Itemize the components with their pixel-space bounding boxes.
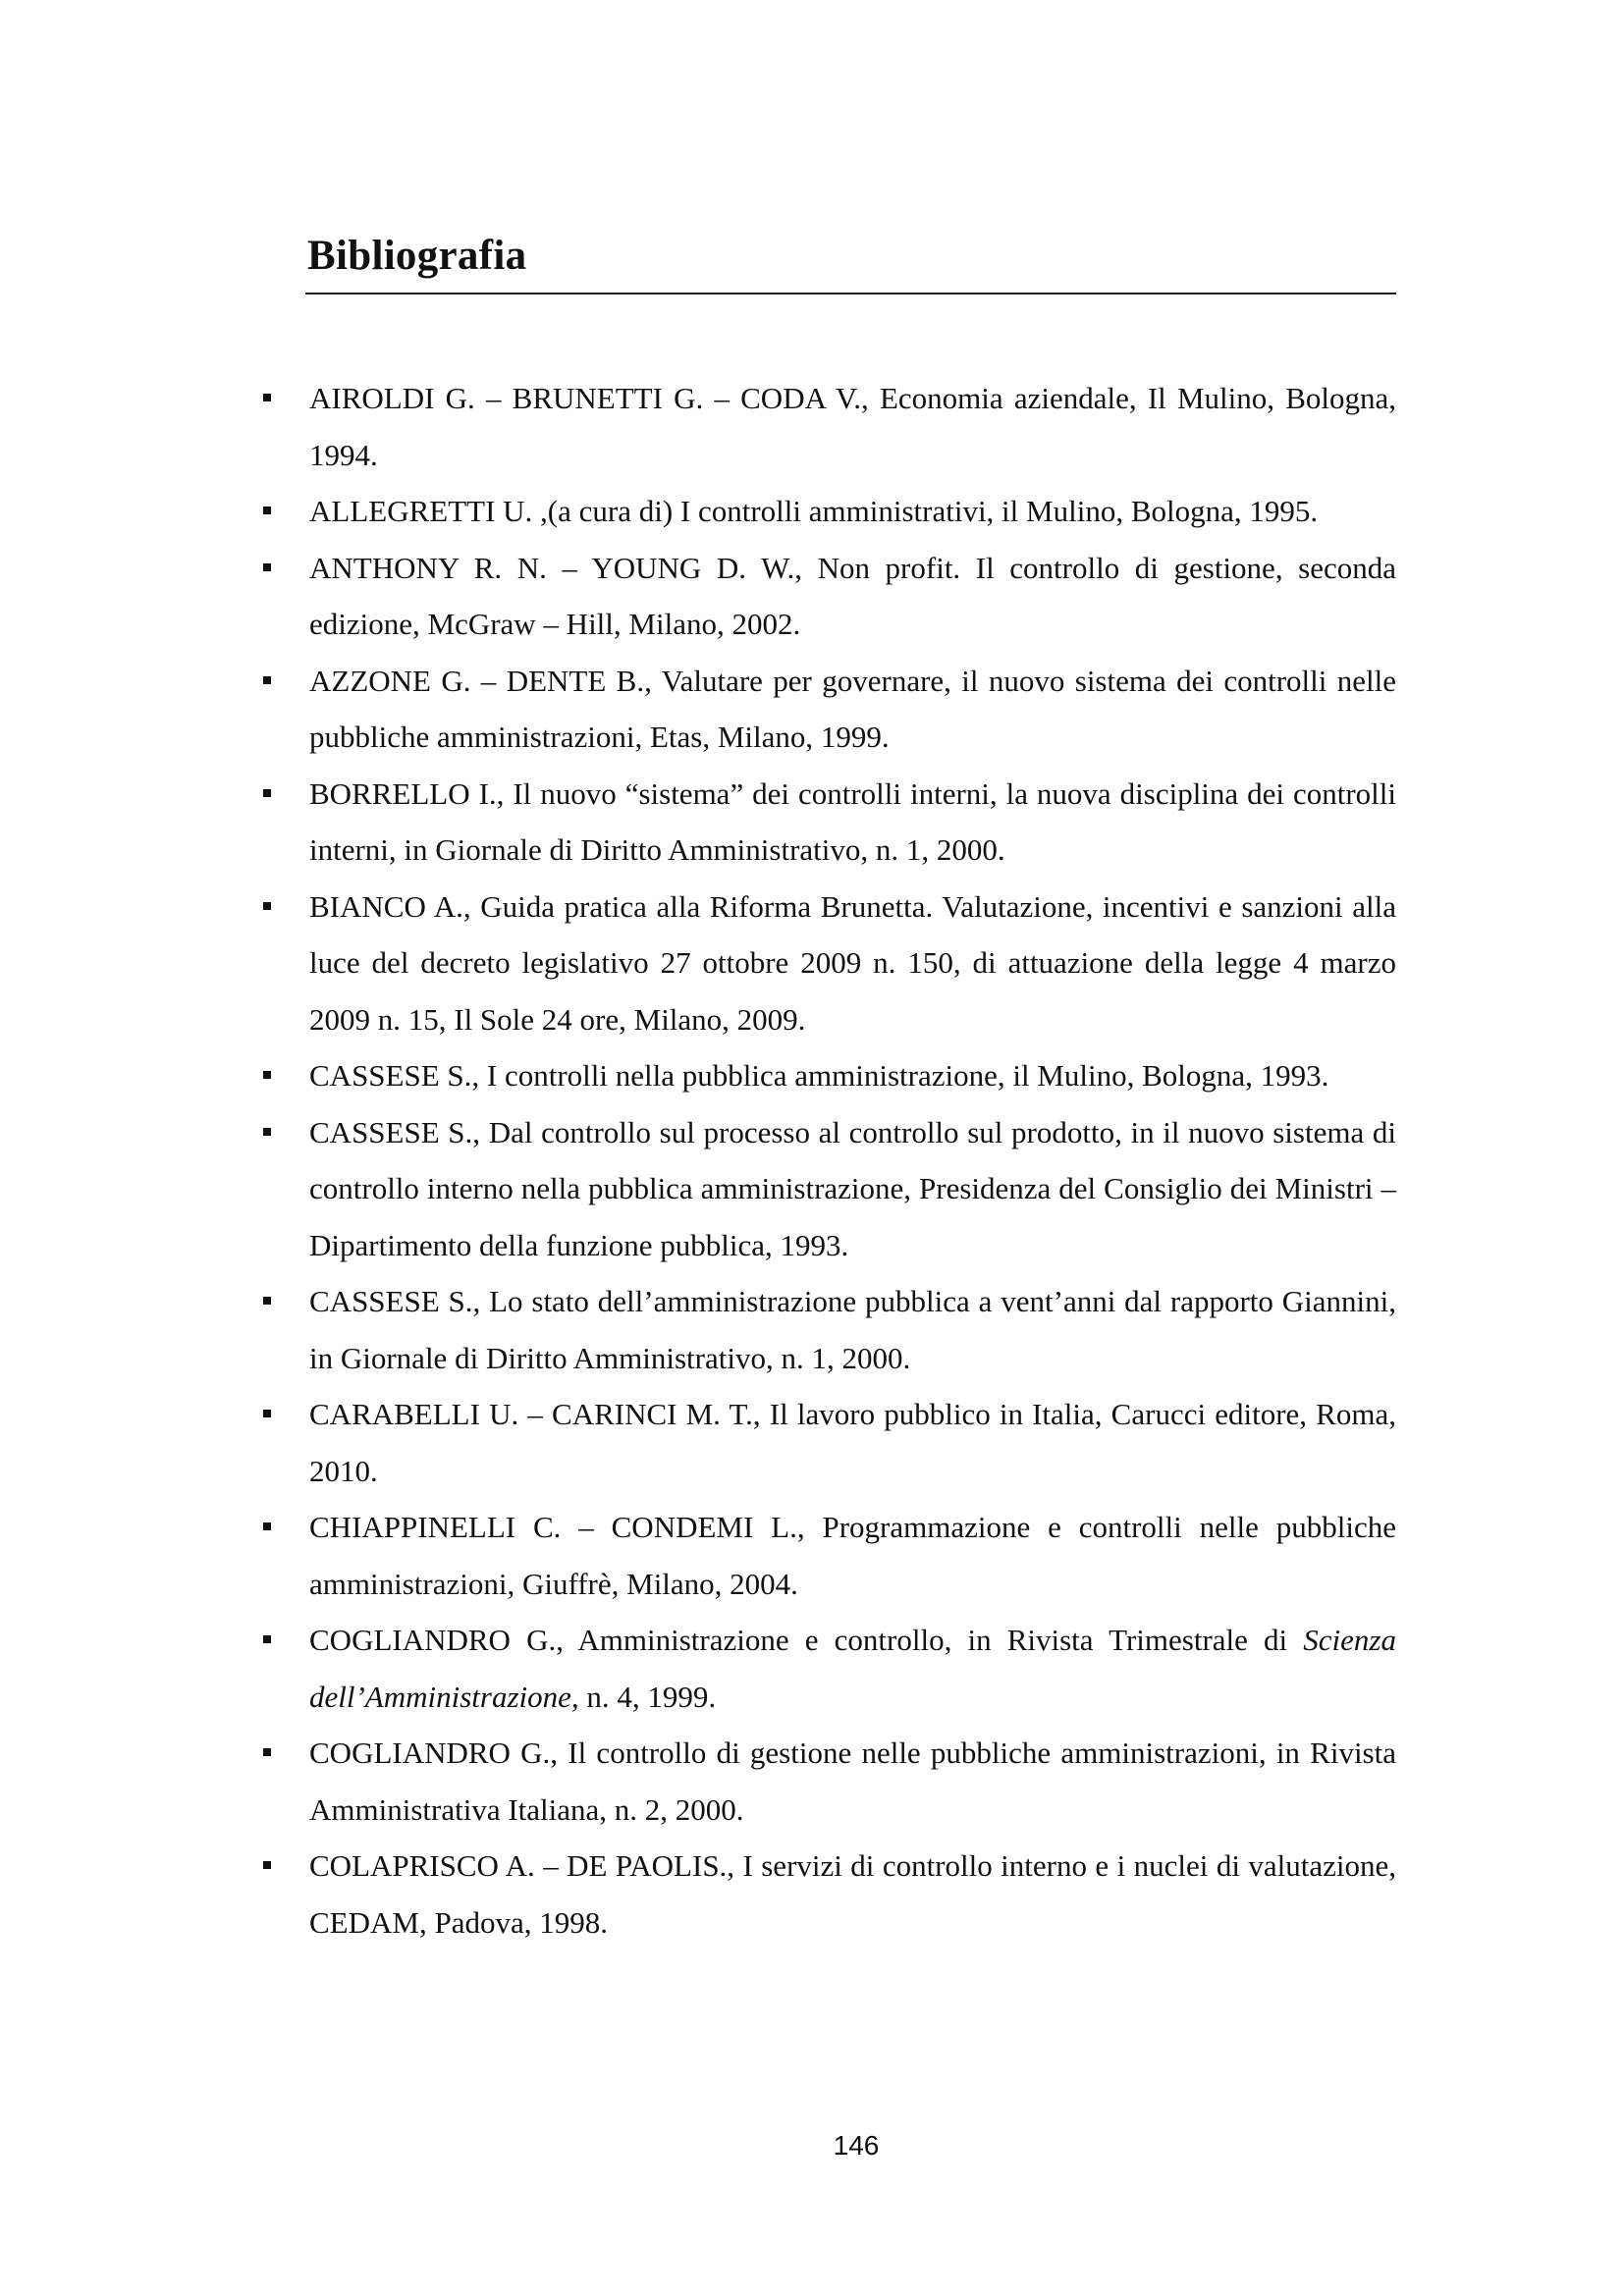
bullet-icon (263, 676, 271, 684)
bullet-icon (263, 1410, 271, 1417)
page-number: 146 (833, 2130, 880, 2161)
bullet-icon (263, 1635, 271, 1643)
bullet-icon (263, 1522, 271, 1530)
bibliography-entry: ALLEGRETTI U. ,(a cura di) I controlli amministrativi, il Mulino, Bologna, 1995. (255, 483, 1396, 540)
bullet-icon (263, 902, 271, 910)
bibliography-entry: COLAPRISCO A. – DE PAOLIS., I servizi di controllo interno e i nuclei di valutazione, CEDAM, Padova, 1998. (255, 1838, 1396, 1950)
bullet-icon (263, 1861, 271, 1869)
heading-rule (305, 293, 1396, 294)
bibliography-entry (255, 1612, 1396, 1725)
bibliography-entry: CASSESE S., I controlli nella pubblica amministrazione, il Mulino, Bologna, 1993. (255, 1047, 1396, 1104)
bibliography-entry: CARABELLI U. – CARINCI M. T., Il lavoro pubblico in Italia, Carucci editore, Roma, 2010. (255, 1386, 1396, 1499)
bullet-icon (263, 789, 271, 797)
bullet-icon (263, 394, 271, 401)
bibliography-entry: ANTHONY R. N. – YOUNG D. W., Non profit. Il controllo di gestione, seconda edizione, McGraw – Hill, Milano, 2002. (255, 540, 1396, 653)
entry-text-mixed: COGLIANDRO G., Amministrazione e controllo, in Rivista Trimestrale di Scienza dell’Amministrazione, n. 4, 1999. (309, 1623, 1396, 1714)
bibliography-entry: AIROLDI G. – BRUNETTI G. – CODA V., Economia aziendale, Il Mulino, Bologna, 1994. (255, 370, 1396, 483)
bibliography-entry: AZZONE G. – DENTE B., Valutare per governare, il nuovo sistema dei controlli nelle pubbliche amministrazioni, Etas, Milano, 1999. (255, 653, 1396, 766)
page-title: Bibliografia (307, 233, 527, 279)
bibliography-entry: CASSESE S., Lo stato dell’amministrazione pubblica a vent’anni dal rapporto Giannini, in Giornale di Diritto Amministrativo, n. 1, 2000. (255, 1273, 1396, 1386)
journal-title-italic: Scienza dell’Amministrazione, (309, 1623, 1396, 1714)
bibliography-entry: CASSESE S., Dal controllo sul processo al controllo sul prodotto, in il nuovo sistema di controllo interno nella pubblica amministrazione, Presidenza del Consiglio dei Ministri – Dipartimento della funzione pubblica, 1993. (255, 1104, 1396, 1274)
bibliography-entry: COGLIANDRO G., Il controllo di gestione nelle pubbliche amministrazioni, in Rivista Amministrativa Italiana, n. 2, 2000. (255, 1725, 1396, 1838)
bullet-icon (263, 1128, 271, 1136)
bullet-icon (263, 1748, 271, 1756)
bullet-icon (263, 1071, 271, 1079)
bibliography-entry: CHIAPPINELLI C. – CONDEMI L., Programmazione e controlli nelle pubbliche amministrazioni, Giuffrè, Milano, 2004. (255, 1499, 1396, 1612)
bibliography-entry: BIANCO A., Guida pratica alla Riforma Brunetta. Valutazione, incentivi e sanzioni alla luce del decreto legislativo 27 ottobre 2009 n. 150, di attuazione della legge 4 marzo 2009 n. 15, Il Sole 24 ore, Milano, 2009. (255, 879, 1396, 1048)
bullet-icon (263, 1297, 271, 1305)
bullet-icon (263, 563, 271, 571)
bibliography-entry: BORRELLO I., Il nuovo “sistema” dei controlli interni, la nuova disciplina dei controlli interni, in Giornale di Diritto Amministrativo, n. 1, 2000. (255, 766, 1396, 879)
bullet-icon (263, 507, 271, 514)
bibliography-list (255, 370, 1396, 1950)
